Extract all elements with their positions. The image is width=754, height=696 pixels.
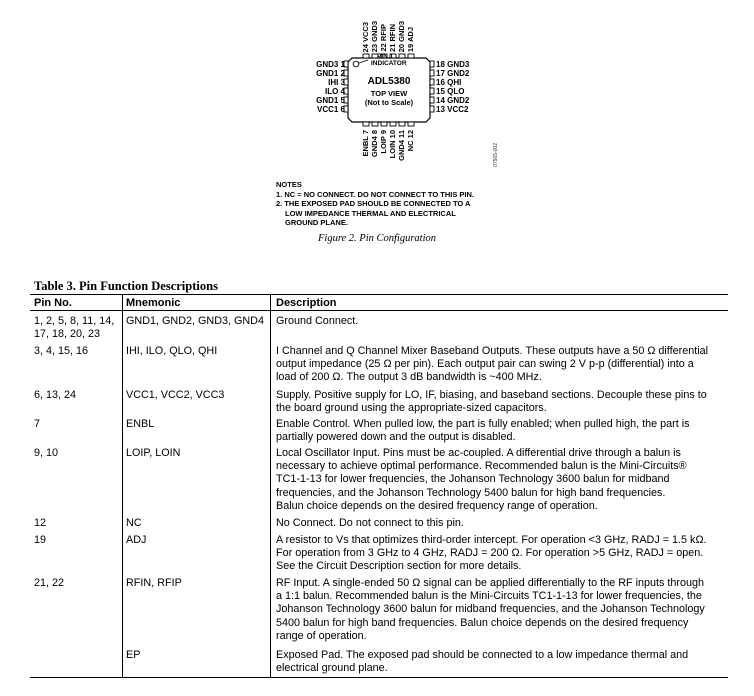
pin1-indicator-dot bbox=[353, 61, 359, 67]
bottom-pin-label: NC 12 bbox=[406, 130, 415, 152]
table-row-description: Enable Control. When pulled low, the part is fully enabled; when pulled high, the part is partially powered down and the output is disabled. bbox=[276, 418, 690, 444]
table-row-description: Ground Connect. bbox=[276, 315, 359, 327]
left-pin-label: GND1 5 bbox=[316, 96, 345, 105]
top-pin-label: 19 ADJ bbox=[406, 26, 415, 52]
table-row-pins: 7 bbox=[34, 418, 41, 430]
right-pin-label: 13 VCC2 bbox=[436, 105, 469, 114]
table-row-description: RF Input. A single-ended 50 Ω signal can be applied differentially to the RF inputs through a 1:1 balun. Recommended balun is the Mini-Circuits TC1-1-13 for lower frequencies, the Johanson Technology 3600 balun for midband frequencies, and the Johanson Technology 5400 balun for high band frequencies. Balun choice depends on the desired frequency range of operation. bbox=[276, 577, 705, 642]
table-row-mnemonic: ADJ bbox=[126, 534, 147, 546]
top-pin-label: 20 GND3 bbox=[397, 20, 406, 52]
left-pin-label: IHI 3 bbox=[328, 78, 345, 87]
right-pin-label: 18 GND3 bbox=[436, 60, 470, 69]
table-row-pins: 3, 4, 15, 16 bbox=[34, 345, 89, 357]
chip-name: ADL5380 bbox=[367, 76, 411, 87]
figure-id: 07565-002 bbox=[493, 143, 499, 167]
bottom-pin-label: GND4 8 bbox=[370, 130, 379, 158]
note-line: GROUND PLANE. bbox=[285, 218, 348, 228]
top-pin-label: 21 RFIN bbox=[388, 24, 397, 52]
pin-configuration-figure bbox=[0, 0, 754, 260]
column-divider bbox=[122, 295, 123, 677]
note-line: LOW IMPEDANCE THERMAL AND ELECTRICAL bbox=[285, 208, 456, 218]
table-row-description: A resistor to Vs that optimizes third-order intercept. For operation <3 GHz, RADJ = 1.5 kΩ. For operation from 3 GHz to 4 GHz, RADJ = 200 Ω. For operation >5 GHz, RADJ = open. See the Circuit Description section for more details. bbox=[276, 534, 707, 573]
table-header-rule bbox=[30, 310, 728, 311]
header-pin-no: Pin No. bbox=[34, 297, 72, 309]
left-pin-label: ILO 4 bbox=[324, 87, 345, 96]
table-row-mnemonic: ENBL bbox=[126, 418, 155, 430]
bottom-pin-label: GND4 11 bbox=[397, 130, 406, 161]
top-pin-label: 24 VCC3 bbox=[361, 21, 370, 52]
right-pin-label: 16 QHI bbox=[436, 78, 462, 87]
right-pin-label: 17 GND2 bbox=[436, 69, 470, 78]
table-row-mnemonic: GND1, GND2, GND3, GND4 bbox=[126, 315, 264, 327]
right-pin-label: 14 GND2 bbox=[436, 96, 470, 105]
top-pin-label: 23 GND3 bbox=[370, 20, 379, 52]
table-row-mnemonic: IHI, ILO, QLO, QHI bbox=[126, 345, 218, 357]
header-description: Description bbox=[276, 297, 337, 309]
table-title: Table 3. Pin Function Descriptions bbox=[34, 279, 218, 293]
left-pin-label: GND1 2 bbox=[316, 69, 345, 78]
table-row-pins: 21, 22 bbox=[34, 577, 65, 589]
bottom-pin-label: ENBL 7 bbox=[361, 130, 370, 157]
table-row-mnemonic: RFIN, RFIP bbox=[126, 577, 182, 589]
table-top-rule bbox=[30, 294, 728, 295]
table-row-pins: 6, 13, 24 bbox=[34, 389, 77, 401]
figure-notes bbox=[276, 180, 474, 228]
table-bottom-rule bbox=[30, 677, 728, 678]
notes-title: NOTES bbox=[276, 180, 302, 189]
pin1-indicator-label: PIN 1 INDICATOR bbox=[371, 53, 407, 67]
table-row-mnemonic: VCC1, VCC2, VCC3 bbox=[126, 389, 225, 401]
figure-caption: Figure 2. Pin Configuration bbox=[317, 233, 437, 244]
table-row-pins: 12 bbox=[34, 517, 47, 529]
table-row-mnemonic: EP bbox=[126, 649, 141, 661]
note-line: 1. NC = NO CONNECT. DO NOT CONNECT TO THIS PIN. bbox=[276, 189, 475, 199]
table-row-pins: 1, 2, 5, 8, 11, 14, 17, 18, 20, 23 bbox=[34, 315, 115, 341]
right-pin-label: 15 QLO bbox=[436, 87, 465, 96]
table-row-description: Local Oscillator Input. Pins must be ac-coupled. A differential drive through a balun is necessary to achieve optimal performance. Recommended balun is the Mini-Circuits® TC1-1-13 for lower frequencies, the Johanson Technology 3600 balun for midband frequencies, and the Johanson Technology 5400 balun for high band frequencies. Balun choice depends on the desired frequency range of operation. bbox=[276, 447, 687, 512]
left-pin-label: VCC1 6 bbox=[316, 105, 345, 114]
bottom-pin-label: LOIN 10 bbox=[388, 130, 397, 159]
table-row-pins: 19 bbox=[34, 534, 47, 546]
note-line: 2. THE EXPOSED PAD SHOULD BE CONNECTED TO A bbox=[276, 199, 471, 209]
table-row-description: Supply. Positive supply for LO, IF, biasing, and baseband sections. Decouple these pins to the board ground using the appropriate-sized capacitors. bbox=[276, 389, 707, 415]
column-divider bbox=[270, 295, 271, 677]
not-to-scale-label: (Not to Scale) bbox=[364, 98, 414, 107]
table-row-pins: 9, 10 bbox=[34, 447, 59, 459]
top-view-label: TOP VIEW bbox=[370, 89, 408, 98]
table-row-mnemonic: LOIP, LOIN bbox=[126, 447, 181, 459]
left-pin-label: GND3 1 bbox=[316, 60, 345, 69]
table-row-description: No Connect. Do not connect to this pin. bbox=[276, 517, 464, 529]
bottom-pin-label: LOIP 9 bbox=[379, 130, 388, 154]
table-row-description: Exposed Pad. The exposed pad should be connected to a low impedance thermal and electrical ground plane. bbox=[276, 649, 689, 675]
table-row-mnemonic: NC bbox=[126, 517, 142, 529]
header-mnemonic: Mnemonic bbox=[126, 297, 181, 309]
table-row-description: I Channel and Q Channel Mixer Baseband Outputs. These outputs have a 50 Ω differential output impedance (25 Ω per pin). Each output pair can swing 2 V p-p (differential) into a load of 200 Ω. The output 3 dB bandwidth is ~400 MHz. bbox=[276, 345, 709, 384]
top-pin-label: 22 RFIP bbox=[379, 24, 388, 52]
